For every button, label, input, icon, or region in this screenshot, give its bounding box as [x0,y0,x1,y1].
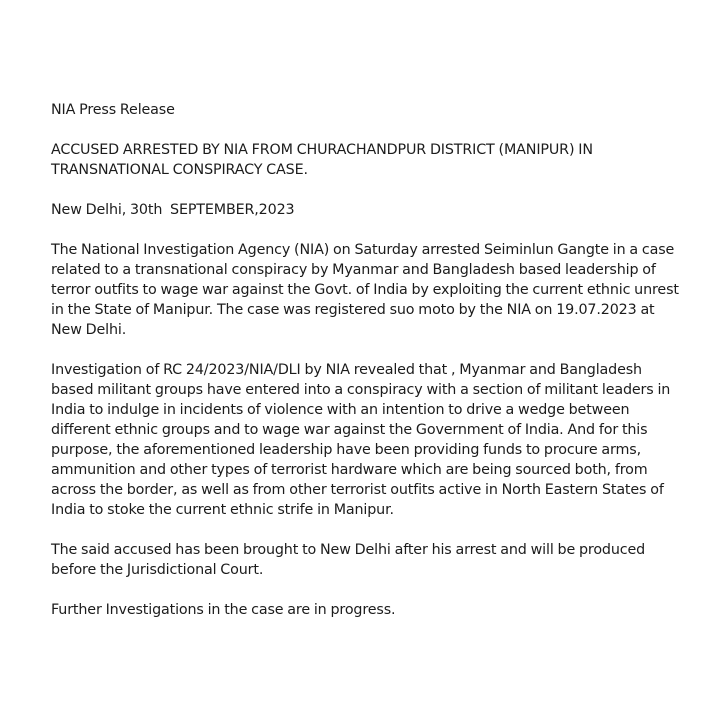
body-paragraph-accused: The said accused has been brought to New Delhi after his arrest and will be produced before the Jurisdictional Court. [51,542,646,578]
document-dateline: New Delhi, 30th SEPTEMBER,2023 [51,202,295,218]
document-headline: ACCUSED ARRESTED BY NIA FROM CHURACHANDPUR DISTRICT (MANIPUR) IN TRANSNATIONAL CONSPIRACY CASE. [51,142,593,178]
press-release-document [51,100,691,640]
body-paragraph-investigation: Investigation of RC 24/2023/NIA/DLI by NIA revealed that , Myanmar and Bangladesh based militant groups have entered into a conspiracy with a section of militant leaders in India to indulge in incidents of violence with an intention to drive a wedge between different ethnic groups and to wage war against the Government of India. And for this purpose, the aforementioned leadership have been providing funds to procure arms, ammunition and other types of terrorist hardware which are being sourced both, from across the border, as well as from other terrorist outfits active in North Eastern States of India to stoke the current ethnic strife in Manipur. [51,362,671,518]
document-header: NIA Press Release [51,102,175,118]
body-paragraph-arrest: The National Investigation Agency (NIA) on Saturday arrested Seiminlun Gangte in a case related to a transnational conspiracy by Myanmar and Bangladesh based leadership of terror outfits to wage war against the Govt. of India by exploiting the current ethnic unrest in the State of Manipur. The case was registered suo moto by the NIA on 19.07.2023 at New Delhi. [51,242,679,338]
body-paragraph-progress: Further Investigations in the case are in progress. [51,602,396,618]
